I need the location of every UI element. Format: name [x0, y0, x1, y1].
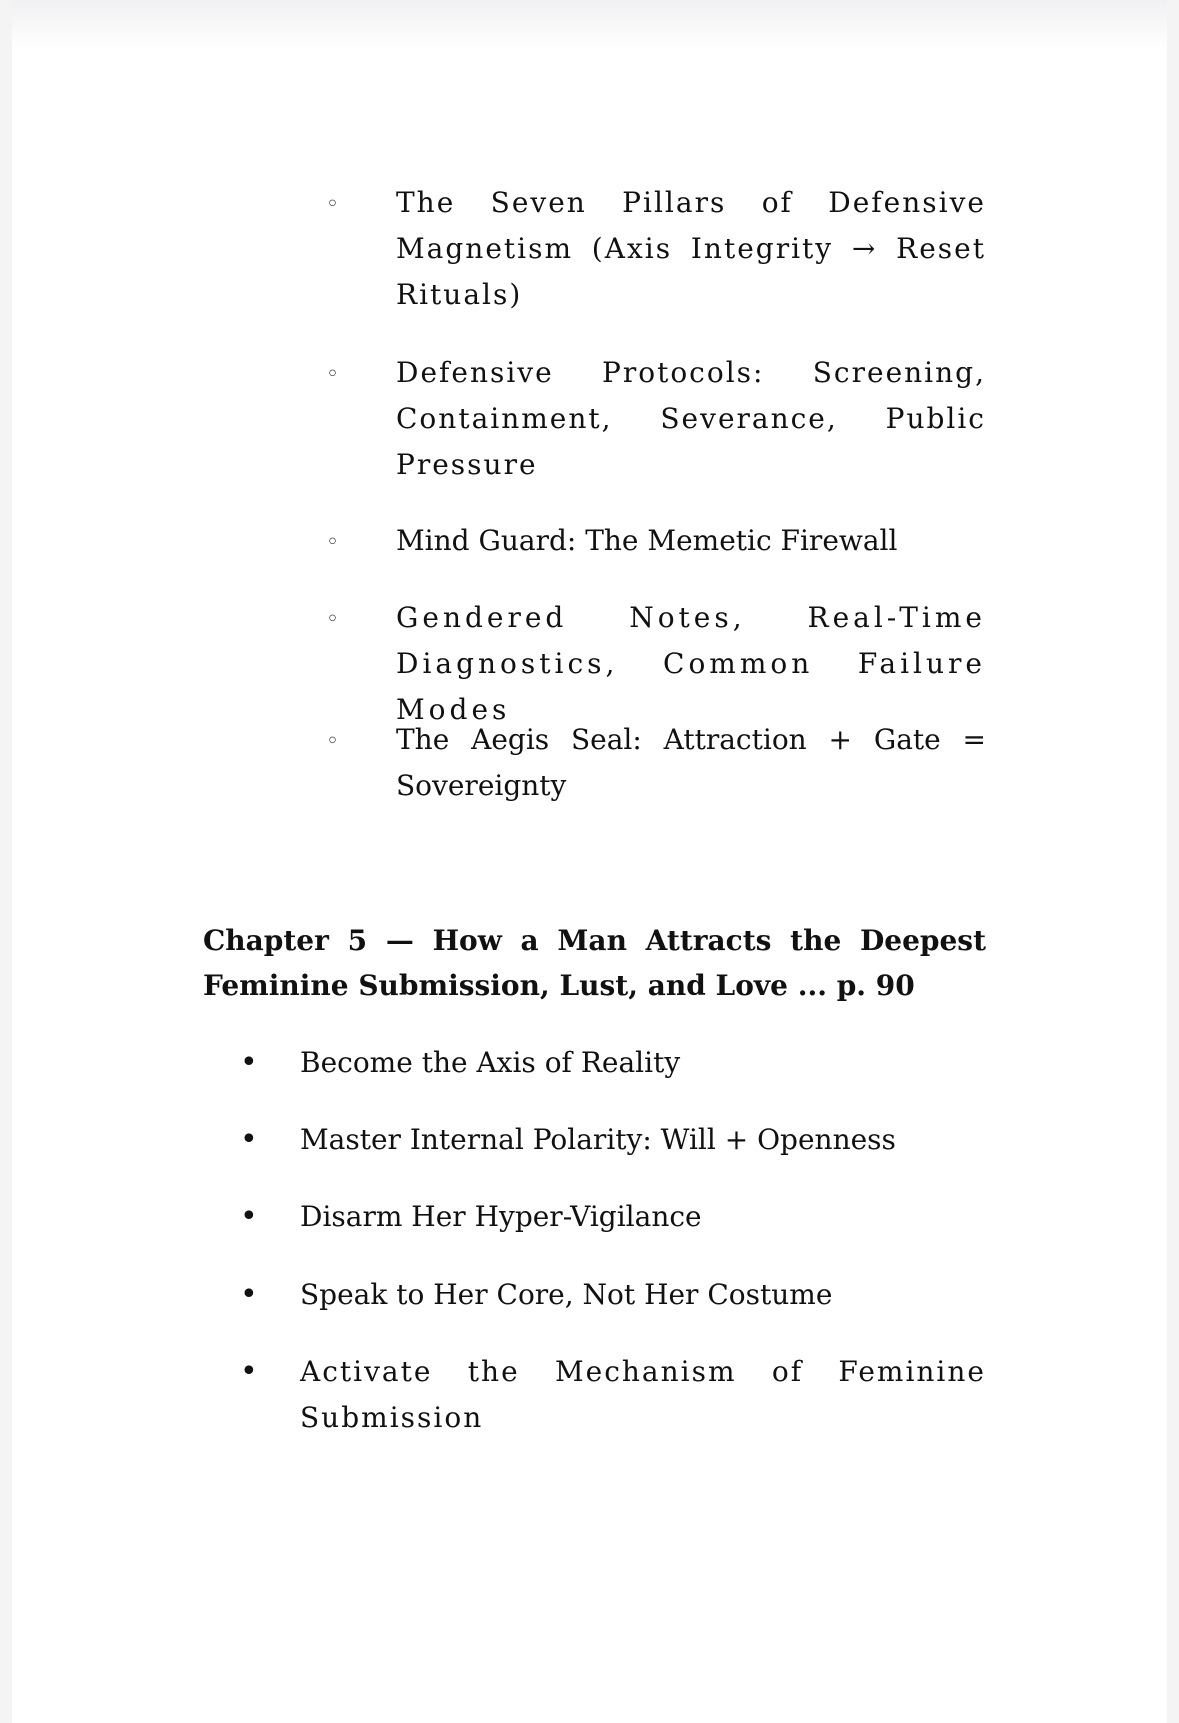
sub-bullet-icon: ◦ — [326, 607, 339, 632]
bullet-icon: • — [240, 1354, 258, 1389]
bullet-icon: • — [240, 1277, 258, 1312]
toc-item-internal-polarity: Master Internal Polarity: Will + Openness — [300, 1123, 896, 1156]
bullet-icon: • — [240, 1199, 258, 1234]
toc-item-feminine-submission: Activate the Mechanism of Feminine Submission — [300, 1355, 986, 1434]
document-page — [12, 0, 1167, 1723]
chapter-heading: Chapter 5 — How a Man Attracts the Deepest Feminine Submission, Lust, and Love ... p. 90 — [203, 924, 986, 1002]
toc-subitem-mind-guard: Mind Guard: The Memetic Firewall — [396, 524, 898, 557]
toc-subitem-aegis-seal: The Aegis Seal: Attraction + Gate = Sovereignty — [396, 723, 986, 802]
sub-bullet-icon: ◦ — [326, 192, 339, 217]
bullet-icon: • — [240, 1122, 258, 1157]
sub-bullet-icon: ◦ — [326, 530, 339, 555]
toc-item-axis-of-reality: Become the Axis of Reality — [300, 1046, 681, 1079]
bullet-icon: • — [240, 1045, 258, 1080]
toc-subitem-defensive-protocols: Defensive Protocols: Screening, Containment, Severance, Public Pressure — [396, 356, 986, 481]
sub-bullet-icon: ◦ — [326, 362, 339, 387]
toc-item-core-not-costume: Speak to Her Core, Not Her Costume — [300, 1278, 833, 1311]
toc-subitem-seven-pillars: The Seven Pillars of Defensive Magnetism (Axis Integrity → Reset Rituals) — [396, 186, 986, 311]
sub-bullet-icon: ◦ — [326, 729, 339, 754]
toc-subitem-gendered-notes: Gendered Notes, Real-Time Diagnostics, Common Failure Modes — [396, 601, 986, 726]
toc-item-hyper-vigilance: Disarm Her Hyper-Vigilance — [300, 1200, 702, 1233]
